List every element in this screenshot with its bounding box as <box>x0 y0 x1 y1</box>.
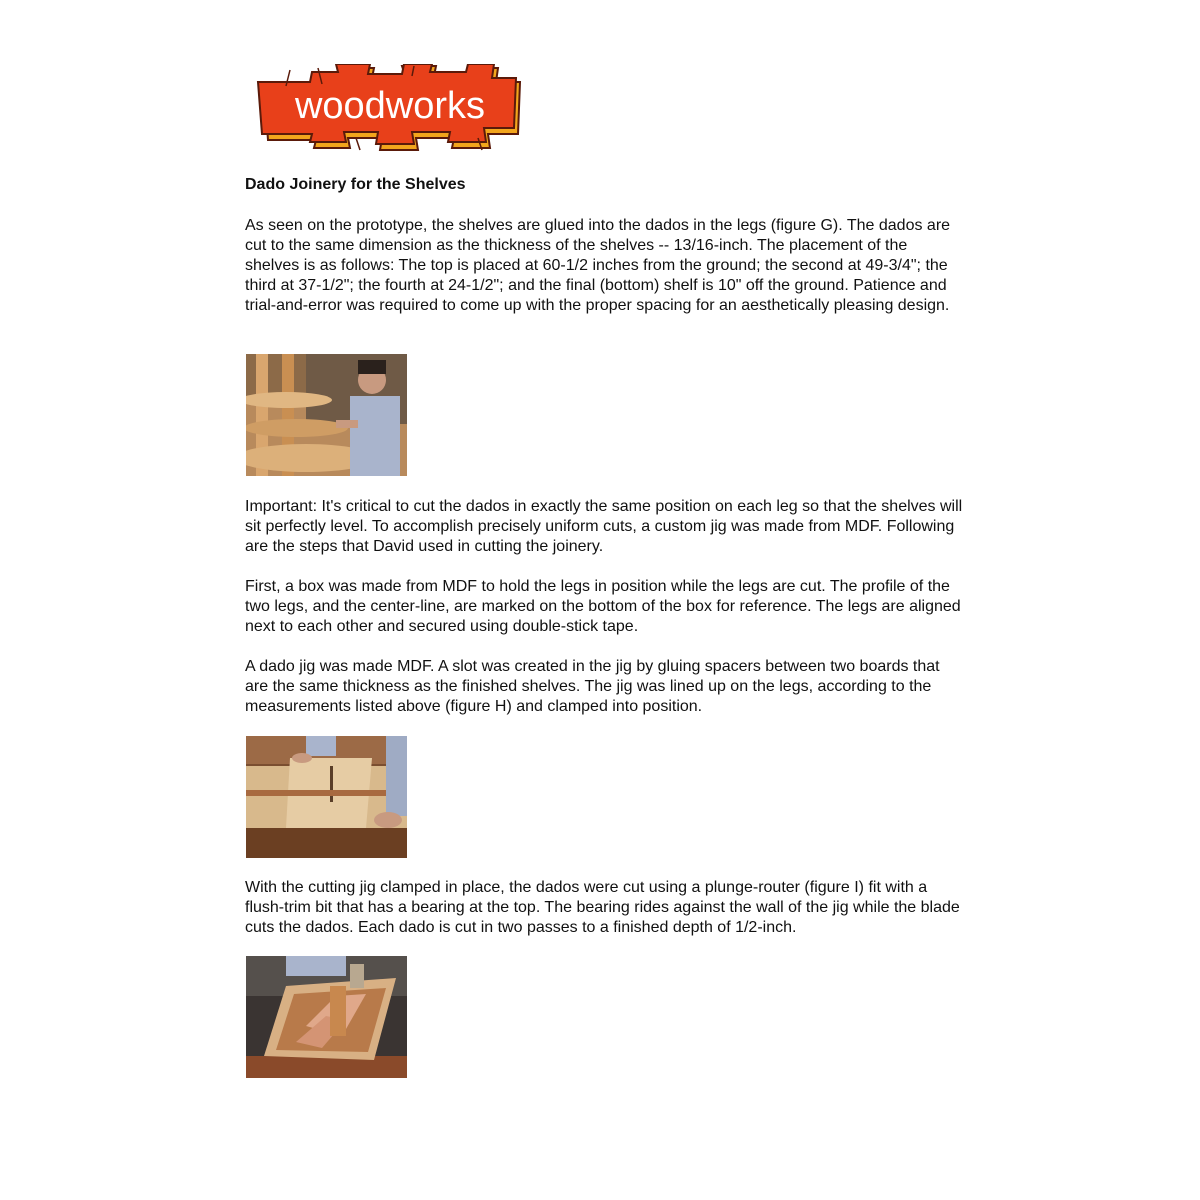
woodworks-logo[interactable] <box>256 64 524 152</box>
paragraph-shelf-placement: As seen on the prototype, the shelves are glued into the dados in the legs (figure G). The dados are cut to the same dimension as the thickness of the shelves -- 13/16-inch. The placement of the shelves is as follows: The top is placed at 60-1/2 inches from the ground; the second at 49-3/4"; the third at 37-1/2"; the fourth at 24-1/2"; and the final (bottom) shelf is 10" off the ground. Patience and trial-and-error was required to come up with the proper spacing for an aesthetically pleasing design. <box>245 217 951 314</box>
article-title: Dado Joinery for the Shelves <box>245 176 466 193</box>
figure-g-photo <box>246 354 407 476</box>
paragraph-important: Important: It's critical to cut the dados in exactly the same position on each leg so that the shelves will sit perfectly level. To accomplish precisely uniform cuts, a custom jig was made from MDF. Following are the steps that David used in cutting the joinery. <box>245 498 963 555</box>
paragraph-dado-jig: A dado jig was made MDF. A slot was created in the jig by gluing spacers between two boards that are the same thickness as the finished shelves. The jig was lined up on the legs, according to the measurements listed above (figure H) and clamped into position. <box>245 658 940 715</box>
logo-text: woodworks <box>294 85 486 127</box>
paragraph-plunge-router: With the cutting jig clamped in place, the dados were cut using a plunge-router (figure I) fit with a flush-trim bit that has a bearing at the top. The bearing rides against the wall of the jig while the blade cuts the dados. Each dado is cut in two passes to a finished depth of 1/2-inch. <box>245 879 960 936</box>
paragraph-box: First, a box was made from MDF to hold the legs in position while the legs are cut. The profile of the two legs, and the center-line, are marked on the bottom of the box for reference. The legs are aligned next to each other and secured using double-stick tape. <box>245 578 961 635</box>
figure-h-photo <box>246 736 407 858</box>
figure-i-photo <box>246 956 407 1078</box>
